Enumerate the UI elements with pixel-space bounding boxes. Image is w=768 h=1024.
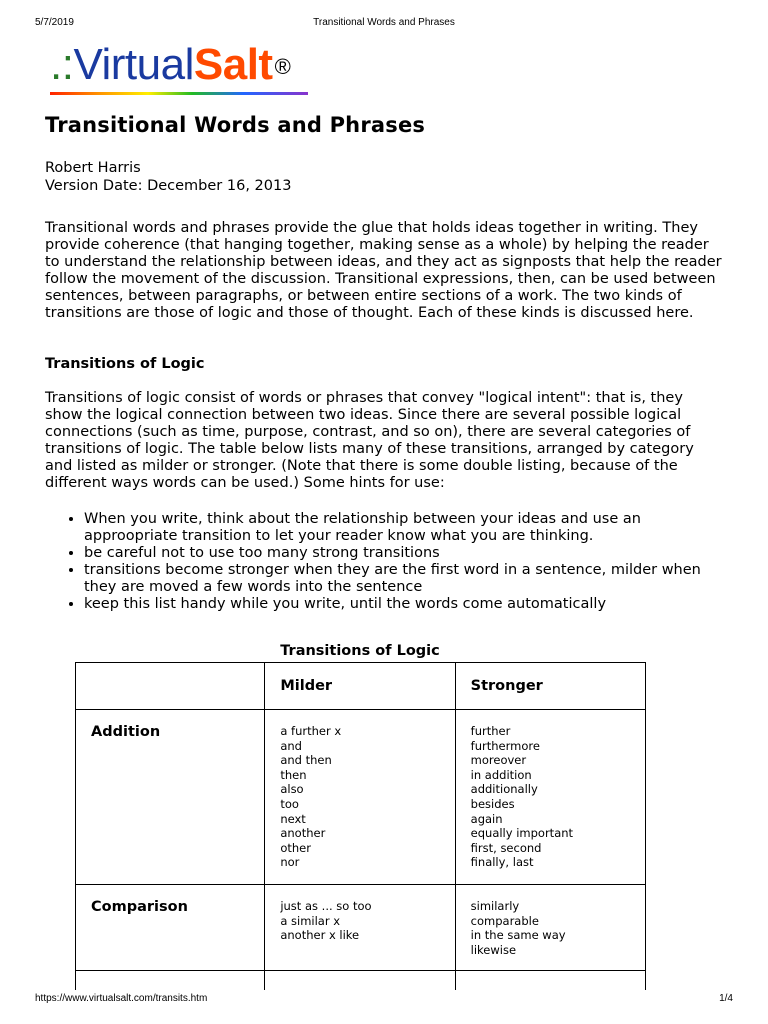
list-item: another (280, 826, 326, 841)
list-item: • transitions become stronger when they are the first word in a sentence, milder when they are moved a few words into the sentence (84, 562, 734, 596)
document-meta (45, 159, 291, 195)
milder-cell (265, 885, 455, 971)
logo-salt: Salt (193, 40, 273, 89)
list-item: first, second (470, 840, 542, 855)
list-item: comparable (470, 913, 539, 928)
logo-virtual: Virtual (73, 40, 194, 89)
page-url: https://www.virtualsalt.com/transits.htm (35, 993, 208, 1004)
category-cell: Addition (76, 710, 265, 885)
stronger-word-list (456, 885, 645, 957)
list-item: in the same way (470, 928, 566, 943)
list-item: besides (470, 796, 515, 811)
logo-rainbow-bar (50, 92, 308, 95)
intro-paragraph: Transitional words and phrases provide the glue that holds ideas together in writing. They provide coherence (that hanging together, making sense as a whole) by helping the reader to understand the relationship between ideas, and they act as signposts that help the reader follow the movement of the discussion. Transitional expressions, then, can be used between sentences, between paragraphs, or between entire sections of a work. The two kinds of transitions are those of logic and those of thought. Each of these kinds is discussed here. (45, 220, 722, 321)
list-item: further (470, 724, 511, 738)
list-item: and then (280, 753, 332, 768)
list-item: furthermore (470, 738, 540, 753)
version-date: Version Date: December 16, 2013 (45, 178, 292, 194)
list-item: a similar x (280, 913, 341, 928)
section-heading: Transitions of Logic (45, 356, 205, 372)
list-item: other (280, 840, 311, 855)
table-caption: Transitions of Logic (280, 643, 440, 659)
table-header-row (76, 663, 646, 710)
list-item: likewise (470, 942, 517, 957)
print-header (35, 17, 733, 31)
logo-text (50, 40, 308, 90)
page-title: Transitional Words and Phrases (45, 113, 426, 137)
category-cell: Comparison (76, 885, 265, 971)
list-item: nor (280, 855, 300, 870)
list-item: and (280, 738, 302, 753)
hints-list (64, 511, 734, 613)
header-empty (76, 663, 265, 710)
milder-cell (265, 710, 455, 885)
stronger-cell (455, 710, 645, 885)
list-item: a further x (280, 724, 342, 738)
header-milder: Milder (265, 663, 455, 710)
transitions-table (75, 662, 646, 1011)
list-item: just as ... so too (280, 899, 372, 913)
list-item: • keep this list handy while you write, until the words come automatically (84, 596, 734, 613)
author: Robert Harris (45, 160, 141, 176)
virtualsalt-logo[interactable] (50, 40, 308, 96)
list-item: finally, last (470, 855, 534, 870)
list-item: additionally (470, 782, 538, 797)
table-row-comparison (76, 885, 646, 971)
list-item: also (280, 782, 304, 797)
list-item: another x like (280, 928, 360, 943)
table-row-addition (76, 710, 646, 885)
list-item: • be careful not to use too many strong transitions (84, 545, 734, 562)
logo-dots: .: (50, 40, 74, 89)
registered-mark: ® (274, 54, 291, 79)
print-date: 5/7/2019 (35, 17, 74, 28)
list-item: next (280, 811, 306, 826)
stronger-cell (455, 885, 645, 971)
list-item: similarly (470, 899, 520, 913)
milder-word-list (265, 710, 454, 870)
milder-word-list (265, 885, 454, 943)
print-title: Transitional Words and Phrases (313, 17, 455, 28)
list-item: moreover (470, 753, 527, 768)
list-item: too (280, 796, 299, 811)
header-stronger: Stronger (455, 663, 645, 710)
print-footer (35, 993, 733, 1007)
page-number: 1/4 (719, 993, 733, 1004)
section-paragraph: Transitions of logic consist of words or phrases that convey "logical intent": that is, they show the logical connection between two ideas. Since there are several possible logical connections (such as time, purpose, contrast, and so on), there are several categories of transitions of logic. The table below lists many of these transitions, arranged by category and listed as milder or stronger. (Note that there is some double listing, because of the different ways words can be used.) Some hints for use: (45, 390, 694, 491)
list-item: equally important (470, 826, 574, 841)
list-item: in addition (470, 767, 532, 782)
list-item: then (280, 767, 307, 782)
stronger-word-list (456, 710, 645, 870)
list-item: again (470, 811, 503, 826)
list-item: • When you write, think about the relationship between your ideas and use an approopriate transition to let your reader know what you are thinking. (84, 511, 734, 545)
